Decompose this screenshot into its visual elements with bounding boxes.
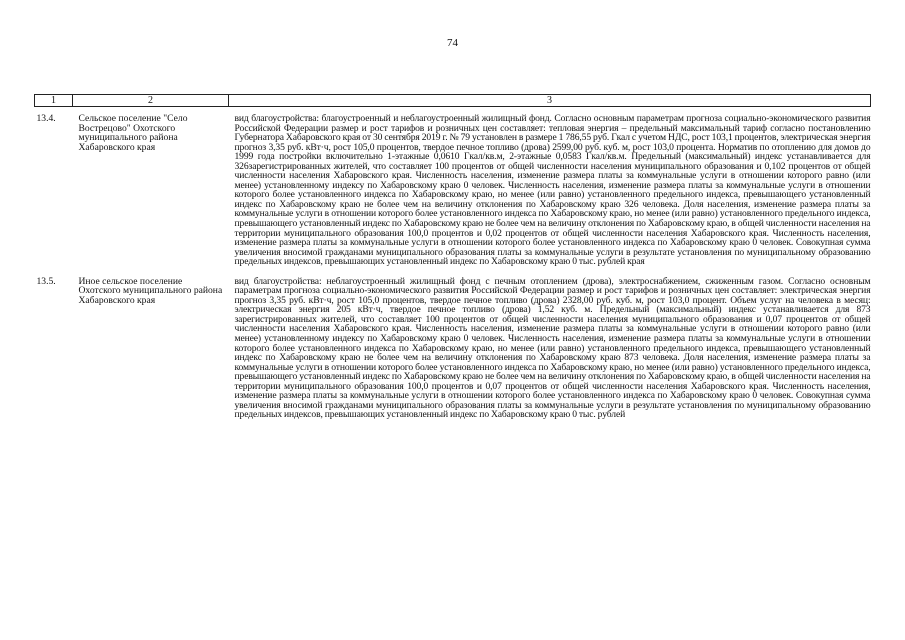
- table-body: [35, 107, 871, 420]
- settlement-name: Иное сельское поселение Охотского муниципального района Хабаровского края: [78, 275, 223, 306]
- page-number: 74: [447, 37, 458, 49]
- document-table: [34, 94, 871, 420]
- table-row: [35, 267, 871, 420]
- table-row: [35, 107, 871, 267]
- settlement-name: Сельское поселение "Село Вострецово" Охотского муниципального района Хабаровского края: [78, 113, 188, 153]
- settlement-description: вид благоустройства: благоустроенный и неблагоустроенный жилищный фонд. Согласно основным параметрам прогноза социально-экономического развития Российской Федерации размер и рост тарифов и розничных цен составляет: тепловая энергия – предельный максимальный тариф согласно постановлению Губернатора Хабаровского края от 30 сентября 2019 г. № 79 установлен в размере 1 786,55 руб. Гкал с учетом НДС, рост 103,1 процентов, электрическая энергия прогноз 3,35 руб. кВт·ч, рост 105,0 процентов, твердое печное топливо (дрова) 2599,00 руб. куб. м, рост 103,0 процента. Норматив по отоплению для домов до 1999 года постройки включительно 1-этажные 0,0610 Гкал/кв.м, 2-этажные 0,0583 Гкал/кв.м. Предельный (максимальный) индекс устанавливается для 326зарегистрированных жителей, что составляет 100 процентов от общей численности населения муниципального образования и 0,102 процентов от общей численности населения Хабаровского края. Численность населения, изменение размера платы за коммунальные услуги в отношении которого равно (или менее) установленному индексу по Хабаровскому краю 0 человек. Численность населения, изменение размера платы за коммунальные услуги в отношении которого более установленного индекса по Хабаровскому краю, но менее (или равно) установленного предельного индекса, превышающего установленный индекс по Хабаровскому краю не более чем на величину отклонения по Хабаровскому краю 326 человека. Доля населения, изменение размера платы за коммунальные услуги в отношении которого более установленного индекса по Хабаровскому краю, но менее (или равно) установленного предельного индекса, превышающего установленный индекс по Хабаровскому краю не более чем на величину отклонения по Хабаровскому краю, в общей численности населения на территории муниципального образования 100,0 процентов и 0,02 процентов от общей численности населения Хабаровского края. Численность населения, изменение размера платы за коммунальные услуги в отношении которого более установленного индекса по Хабаровскому краю 0 человек. Совокупная сумма увеличения вносимой гражданами муниципального образования платы за коммунальные услуги в результате установления по муниципальному образованию предельных индексов, превышающих установленный индекс по Хабаровскому краю 0 тыс. рублей края: [234, 113, 871, 268]
- row-number: 13.4.: [36, 113, 56, 124]
- settlement-description: вид благоустройства: неблагоустроенный жилищный фонд с печным отоплением (дрова), электроснабжением, сжиженным газом. Согласно основным параметрам прогноза социально-экономического развития Российской Федерации размер и рост тарифов и розничных цен составляет: электрическая энергия прогноз 3,35 руб. кВт·ч, рост 105,0 процентов, твердое печное топливо (дрова) 2328,00 руб. куб. м, рост 103,0 процент. Объем услуг на человека в месяц: электрическая энергия 205 кВт·ч, твердое печное топливо (дрова) 1,52 куб. м. Предельный (максимальный) индекс устанавливается для 873 зарегистрированных жителей, что составляет 100 процентов от общей численности населения муниципального образования и 0,07 процентов от общей численности населения Хабаровского края. Численность населения, изменение размера платы за коммунальные услуги в отношении которого равно (или менее) установленному индексу по Хабаровскому краю 0 человек. Численность населения, изменение размера платы за коммунальные услуги в отношении которого более установленного индекса по Хабаровскому краю, но менее (или равно) установленного предельного индекса, превышающего установленный индекс по Хабаровскому краю не более чем на величину отклонения по Хабаровскому краю 873 человека. Доля населения, изменение размера платы за коммунальные услуги в отношении которого более установленного индекса по Хабаровскому краю, но менее (или равно) установленного предельного индекса, превышающего установленный индекс по Хабаровскому краю не более чем на величину отклонения по Хабаровскому краю, в общей численности населения на территории муниципального образования 100,0 процентов и 0,07 процентов от общей численности населения Хабаровского края. Численность населения, изменение размера платы за коммунальные услуги в отношении которого более установленного индекса по Хабаровскому краю 0 человек. Совокупная сумма увеличения вносимой гражданами муниципального образования платы за коммунальные услуги в результате установления по муниципальному образованию предельных индексов, превышающих установленный индекс по Хабаровскому краю 0 тыс. рублей: [234, 275, 871, 421]
- row-number: 13.5.: [36, 275, 56, 287]
- table-header: [35, 95, 871, 107]
- column-header-2: 2: [73, 95, 229, 107]
- column-header-3: 3: [229, 95, 871, 107]
- column-header-1: 1: [35, 95, 73, 107]
- table-header-row: [35, 95, 871, 107]
